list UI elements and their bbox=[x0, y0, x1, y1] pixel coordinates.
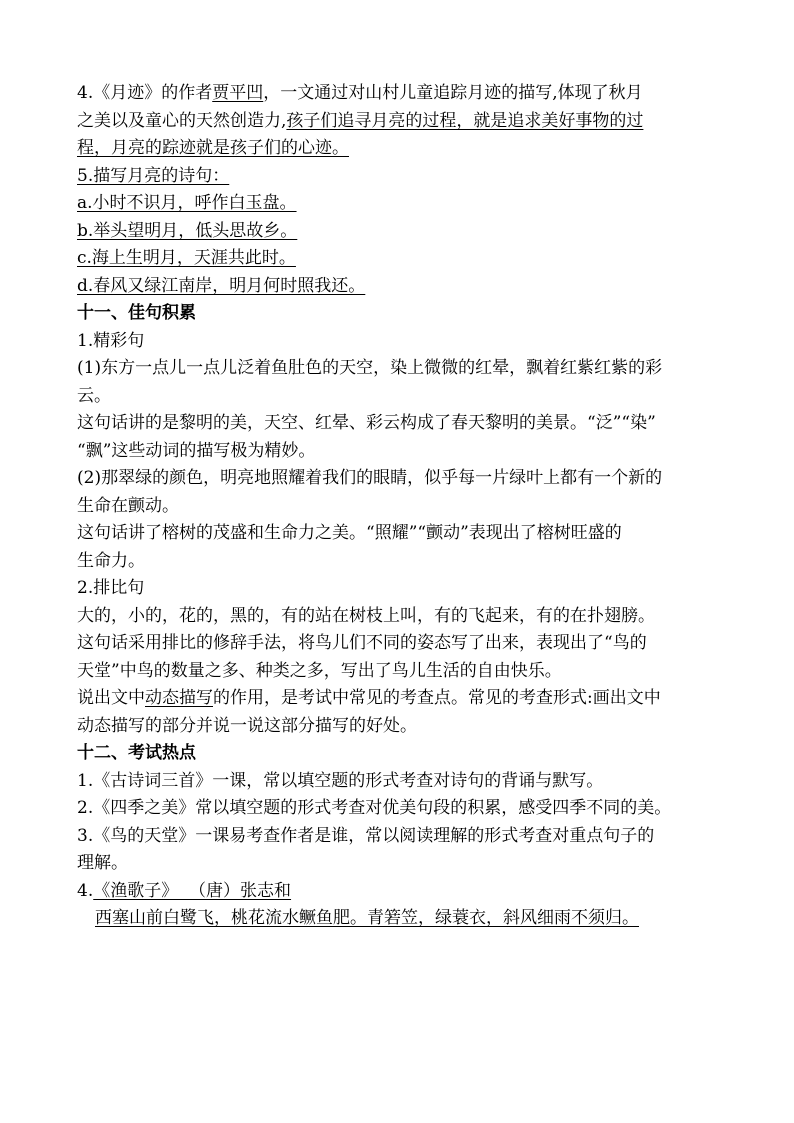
text: 说出文中 bbox=[77, 688, 145, 708]
text: 之美以及童心的天然创造力, bbox=[77, 110, 287, 131]
s5-item-c bbox=[77, 245, 727, 273]
s5-title bbox=[77, 163, 727, 191]
section-title: 5.描写月亮的诗句： bbox=[77, 165, 230, 186]
paragraph-line: 这句话讲了榕树的茂盛和生命力之美。“照耀”“颤动”表现出了榕树旺盛的 bbox=[77, 523, 622, 543]
underlined-text: 孩子们追寻月亮的过程，就是追求美好事物的过 bbox=[286, 110, 644, 131]
poem-line: c.海上生明月，天涯共此时。 bbox=[77, 248, 296, 268]
paragraph-line: “飘”这些动词的描写极为精妙。 bbox=[77, 440, 316, 461]
poem-line: b.举头望明月，低头思故乡。 bbox=[77, 220, 298, 241]
list-item bbox=[77, 878, 727, 906]
paragraph-line: 天堂”中鸟的数量之多、种类之多，写出了鸟儿生活的自由快乐。 bbox=[77, 660, 562, 681]
s5-item-d bbox=[77, 273, 727, 301]
list-item: 理解。 bbox=[77, 853, 128, 873]
s4-line-1 bbox=[77, 80, 727, 108]
paragraph-line: 这句话讲的是黎明的美，天空、红晕、彩云构成了春天黎明的美景。“泛”“染” bbox=[77, 413, 656, 433]
text: 的作用，是考试中常见的考查点。常见的考查形式:画出文中 bbox=[213, 688, 661, 708]
text: 4. bbox=[77, 880, 94, 901]
paragraph-line: 动态描写的部分并说一说这部分描写的好处。 bbox=[77, 715, 417, 736]
paragraph-line: 这句话采用排比的修辞手法，将鸟儿们不同的姿态写了出来，表现出了“鸟的 bbox=[77, 633, 647, 653]
poem-title: 《渔歌子》 （唐）张志和 bbox=[93, 880, 292, 901]
text: 4.《月迹》的作者 bbox=[77, 83, 213, 103]
paragraph-line bbox=[77, 685, 727, 713]
paragraph-line: 云。 bbox=[77, 385, 111, 406]
paragraph-line: 大的，小的，花的，黑的，有的站在树枝上叫，有的飞起来，有的在扑翅膀。 bbox=[77, 605, 655, 626]
paragraph-line: 生命在颤动。 bbox=[77, 495, 179, 516]
s5-item-a bbox=[77, 190, 727, 218]
sub-heading: 2.排比句 bbox=[77, 578, 145, 598]
document-content bbox=[77, 80, 727, 933]
list-item: 2.《四季之美》常以填空题的形式考查对优美句段的积累，感受四季不同的美。 bbox=[77, 798, 672, 818]
list-item: 1.《古诗词三首》一课，常以填空题的形式考查对诗句的背诵与默写。 bbox=[77, 770, 604, 791]
heading-sec12: 十二、考试热点 bbox=[77, 743, 196, 763]
poem-line: d.春风又绿江南岸，明月何时照我还。 bbox=[77, 275, 366, 296]
paragraph-line: (1)东方一点儿一点儿泛着鱼肚色的天空，染上微微的红晕，飘着红紫红紫的彩 bbox=[77, 358, 663, 378]
poem-body bbox=[77, 905, 727, 933]
s4-line-2 bbox=[77, 108, 727, 136]
text: ，一文通过对山村儿童追踪月迹的描写,体现了秋月 bbox=[263, 83, 643, 103]
heading-sec11: 十一、佳句积累 bbox=[77, 303, 196, 323]
author-name: 贾平凹 bbox=[212, 83, 264, 103]
poem-text: 西塞山前白鹭飞，桃花流水鳜鱼肥。青箬笠，绿蓑衣，斜风细雨不须归。 bbox=[95, 908, 639, 928]
sub-heading: 1.精彩句 bbox=[77, 330, 145, 351]
underlined-term: 动态描写 bbox=[145, 688, 213, 708]
poem-line: a.小时不识月，呼作白玉盘。 bbox=[77, 193, 297, 213]
s4-line-3 bbox=[77, 135, 727, 163]
list-item: 3.《鸟的天堂》一课易考查作者是谁，常以阅读理解的形式考查对重点句子的 bbox=[77, 825, 655, 846]
paragraph-line: 生命力。 bbox=[77, 550, 145, 571]
s5-item-b bbox=[77, 218, 727, 246]
paragraph-line: (2)那翠绿的颜色，明亮地照耀着我们的眼睛，似乎每一片绿叶上都有一个新的 bbox=[77, 468, 663, 488]
underlined-text: 程，月亮的踪迹就是孩子们的心迹。 bbox=[77, 138, 349, 158]
